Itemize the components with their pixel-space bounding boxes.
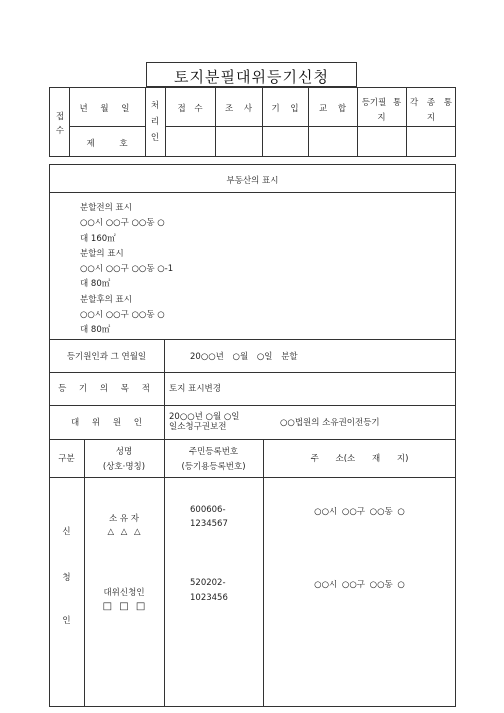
property-line: 분할전의 표시 — [80, 203, 132, 213]
applicant-side-label-1: 신 — [62, 527, 71, 537]
page-title: 토지분필대위등기신청 — [174, 68, 329, 86]
property-line: 대 80㎡ — [80, 325, 111, 336]
receipt-col-entry: 기 입 — [271, 104, 299, 114]
applicant-id: 600606- — [190, 505, 226, 515]
cause-label: 등기원인과 그 연월일 — [66, 352, 147, 362]
applicant-col-id: 주민등록번호 — [188, 447, 239, 457]
subrogation-value-court: ○○법원의 소유권이전등기 — [280, 418, 380, 428]
applicant-address: ○○시 ○○구 ○○동 ○ — [314, 507, 405, 517]
receipt-col-various-notice: 각 종 통 지 — [409, 98, 453, 123]
purpose-label: 등 기 의 목 적 — [58, 384, 155, 394]
subrogation-label: 대 위 원 인 — [71, 418, 142, 428]
receipt-col-completion-notice: 등기필 통 지 — [361, 98, 402, 123]
applicant-id-cont: 1234567 — [190, 519, 228, 529]
property-line: ○○시 ○○구 ○○동 ○ — [80, 218, 165, 229]
receipt-col-intake: 접 수 — [177, 104, 203, 114]
receipt-number-label: 제 호 — [86, 139, 128, 149]
applicant-role: 소 유 자 — [108, 514, 140, 524]
property-line: 분할의 표시 — [80, 248, 124, 259]
property-lines — [80, 201, 173, 339]
subrogation-value-date: 20○○년 ○월 ○일 — [169, 412, 240, 422]
applicant-id: 520202- — [190, 578, 226, 588]
applicant-side-label-3: 인 — [62, 616, 71, 626]
receipt-date-label: 년 월 일 — [79, 104, 135, 114]
property-line: 대 80㎡ — [80, 279, 111, 290]
property-line: ○○시 ○○구 ○○동 ○-1 — [80, 264, 174, 275]
applicant-col-name-sub: (상호·명칭) — [102, 462, 146, 472]
applicant-col-name: 성명 — [115, 447, 133, 457]
receipt-col-investigation: 조 사 — [224, 104, 253, 114]
applicant-col-address: 주 소(소 재 지) — [310, 454, 409, 464]
purpose-value: 토지 표시변경 — [169, 384, 221, 394]
property-line: ○○시 ○○구 ○○동 ○ — [80, 310, 165, 321]
property-line: 분할후의 표시 — [80, 294, 132, 305]
applicant-role: 대위신청인 — [103, 588, 145, 598]
applicant-name: △ △ △ — [107, 527, 141, 537]
receipt-label: 접 수 — [55, 112, 65, 136]
property-line: 대 160㎡ — [80, 233, 116, 244]
applicant-side-label-2: 청 — [62, 573, 71, 583]
receipt-col-verification: 교 합 — [318, 104, 347, 114]
applicant-address: ○○시 ○○구 ○○동 ○ — [314, 580, 405, 590]
applicant-name: □ □ □ — [102, 601, 146, 612]
processor-label: 처 리 인 — [150, 101, 160, 143]
property-header: 부동산의 표시 — [226, 176, 279, 186]
cause-value: 20○○년 ○월 ○일 분할 — [190, 352, 298, 362]
applicant-col-id-sub: (등기용등록번호) — [181, 462, 246, 472]
applicant-id-cont: 1023456 — [190, 593, 228, 603]
applicant-col-type: 구분 — [58, 454, 75, 464]
subrogation-value-reason: 일소청구권보전 — [169, 422, 227, 432]
